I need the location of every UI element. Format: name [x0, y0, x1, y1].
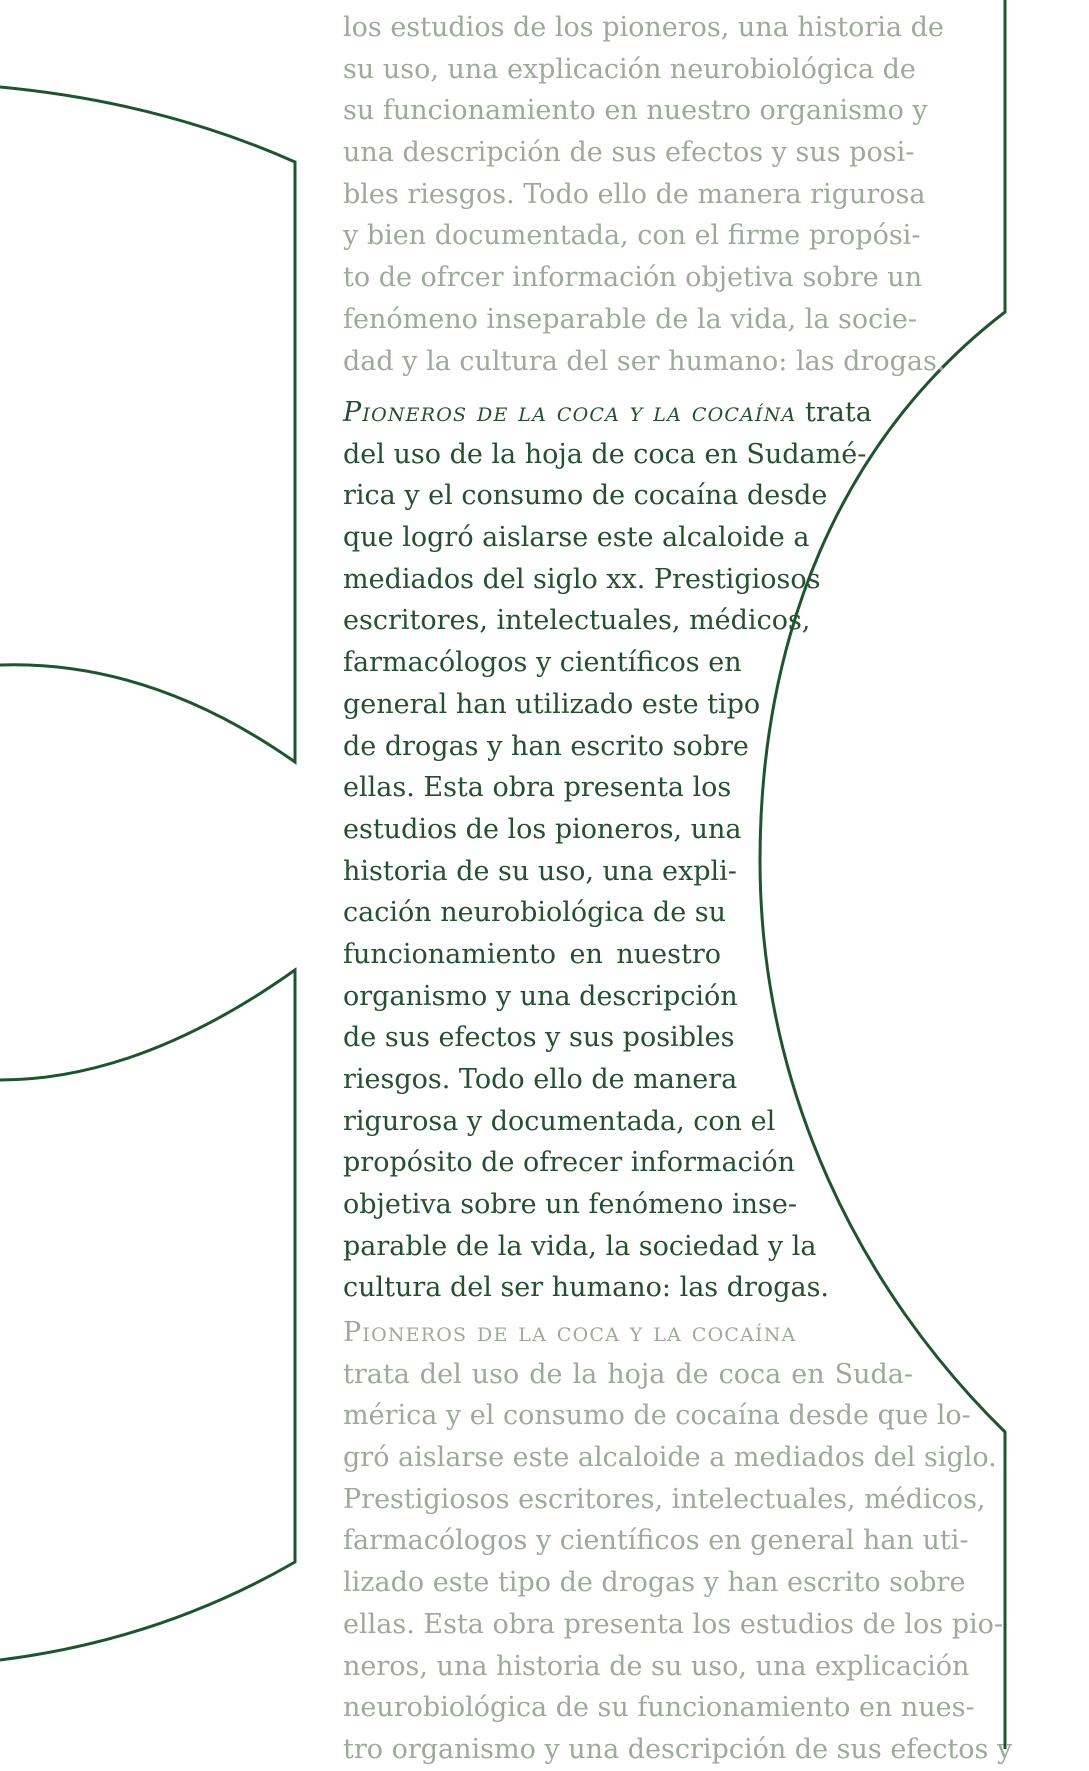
text-line: fenómeno inseparable de la vida, la socie- — [343, 303, 918, 335]
text-line: funcionamiento en nuestro — [343, 938, 721, 970]
dark-first-line — [343, 392, 872, 434]
text-line: su uso, una explicación neurobiológica de — [343, 53, 916, 85]
text-line: propósito de ofrecer información — [343, 1147, 796, 1179]
text-line: to de ofrcer información objetiva sobre un — [343, 262, 923, 294]
text-line: tro organismo y una descripción de sus efectos y — [343, 1733, 1013, 1765]
text-line: y bien documentada, con el firme propósi- — [343, 220, 921, 252]
text-line: cación neurobiológica de su — [343, 897, 726, 929]
text-line: que logró aislarse este alcaloide a — [343, 522, 810, 554]
text-line: ellas. Esta obra presenta los estudios de los pio- — [343, 1608, 1003, 1640]
text-line: rica y el consumo de cocaína desde — [343, 480, 828, 512]
text-line: trata del uso de la hoja de coca en Suda- — [343, 1358, 913, 1390]
text-line: riesgos. Todo ello de manera — [343, 1064, 738, 1095]
left-lower-shape — [0, 970, 295, 1660]
left-upper-shape — [0, 87, 295, 762]
text-line: parable de la vida, la sociedad y la — [343, 1230, 817, 1262]
text-line: mediados del siglo xx. Prestigiosos — [343, 563, 821, 595]
text-line: lizado este tipo de drogas y han escrito sobre — [343, 1567, 966, 1599]
text-line: Prestigiosos escritores, intelectuales, médicos, — [343, 1483, 986, 1515]
text-line: de drogas y han escrito sobre — [343, 730, 749, 762]
text-line: objetiva sobre un fenómeno inse- — [343, 1189, 797, 1221]
text-line: escritores, intelectuales, médicos, — [343, 605, 811, 637]
text-line: gró aislarse este alcaloide a mediados del siglo. — [343, 1442, 997, 1474]
text-line: organismo y una descripción — [343, 980, 738, 1012]
text-line: dad y la cultura del ser humano: las drogas. — [343, 345, 946, 377]
text-line: historia de su uso, una expli- — [343, 855, 737, 887]
book-title-italic: Pioneros de la coca y la cocaína — [343, 397, 797, 428]
dark-text-middle — [343, 392, 872, 1309]
text-line: farmacólogos y científicos en — [343, 647, 742, 679]
dark-first-line-rest: trata — [796, 397, 872, 428]
text-line: del uso de la hoja de coca en Sudamé- — [343, 438, 867, 470]
text-line: bles riesgos. Todo ello de manera rigurosa — [343, 178, 926, 210]
text-line: estudios de los pioneros, una — [343, 813, 742, 845]
text-line: su funcionamiento en nuestro organismo y — [343, 95, 928, 127]
text-line: los estudios de los pioneros, una historia de — [343, 12, 944, 43]
text-line: neurobiológica de su funcionamiento en nues- — [343, 1692, 975, 1724]
text-line: de sus efectos y sus posibles — [343, 1022, 735, 1054]
text-line: cultura del ser humano: las drogas. — [343, 1272, 830, 1304]
text-line: farmacólogos y científicos en general han uti- — [343, 1525, 969, 1557]
text-line: mérica y el consumo de cocaína desde que lo- — [343, 1400, 971, 1432]
text-line: rigurosa y documentada, con el — [343, 1105, 776, 1137]
light-text-top — [343, 7, 946, 382]
text-line: neros, una historia de su uso, una explicación — [343, 1650, 970, 1682]
light-text-bottom — [343, 1312, 1013, 1771]
text-line: general han utilizado este tipo — [343, 688, 761, 720]
text-line: ellas. Esta obra presenta los — [343, 772, 732, 804]
text-line: una descripción de sus efectos y sus posi- — [343, 137, 915, 169]
book-title-small-caps: Pioneros de la coca y la cocaína — [343, 1317, 797, 1348]
